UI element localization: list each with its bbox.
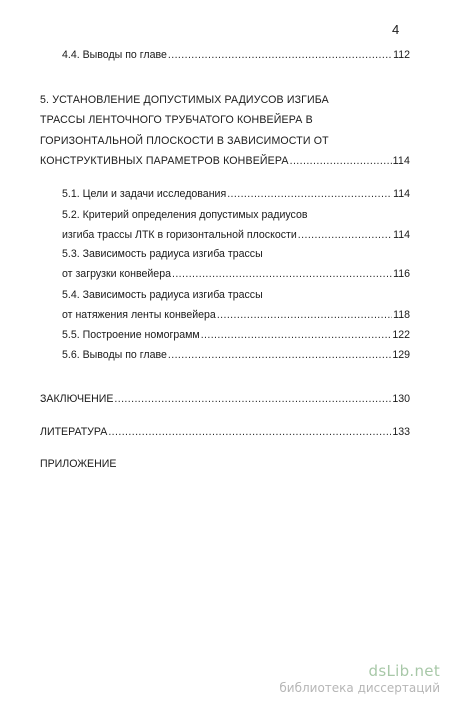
toc-entry-title: изгиба трассы ЛТК в горизонтальной плоскости bbox=[62, 229, 297, 241]
toc-chapter-5-line-3 bbox=[40, 133, 410, 149]
toc-entry-5-1[interactable] bbox=[62, 186, 410, 202]
toc-entry-title: 5.4. Зависимость радиуса изгиба трассы bbox=[62, 289, 263, 301]
toc-entry-title: от натяжения ленты конвейера bbox=[62, 309, 216, 321]
toc-entry-title: 5. УСТАНОВЛЕНИЕ ДОПУСТИМЫХ РАДИУСОВ ИЗГИБА bbox=[40, 94, 329, 106]
toc-entry-5-5[interactable] bbox=[62, 327, 410, 343]
dot-leader bbox=[290, 153, 392, 169]
watermark bbox=[279, 662, 440, 695]
toc-entry-title: 4.4. Выводы по главе bbox=[62, 49, 167, 61]
toc-entry-5-4-line-2[interactable] bbox=[62, 307, 410, 323]
toc-entry-5-3-line-1[interactable] bbox=[62, 246, 410, 262]
toc-entry-title: 5.6. Выводы по главе bbox=[62, 349, 167, 361]
toc-chapter-5-line-1[interactable] bbox=[40, 92, 410, 108]
toc-entry-title: 5.1. Цели и задачи исследования bbox=[62, 188, 227, 200]
toc-entry-title: ЗАКЛЮЧЕНИЕ bbox=[40, 393, 114, 405]
toc-entry-page: 114 bbox=[392, 155, 410, 167]
dot-leader bbox=[114, 391, 391, 407]
toc-entry-5-6[interactable] bbox=[62, 347, 410, 363]
toc-entry-title: ЛИТЕРАТУРА bbox=[40, 426, 108, 438]
toc-entry-4-4[interactable] bbox=[62, 47, 410, 63]
toc-entry-title: КОНСТРУКТИВНЫХ ПАРАМЕТРОВ КОНВЕЙЕРА bbox=[40, 155, 289, 167]
toc-chapter-5-line-2 bbox=[40, 112, 410, 128]
toc-entry-page: 130 bbox=[392, 393, 410, 405]
toc-entry-5-3-line-2[interactable] bbox=[62, 266, 410, 282]
toc-entry-page: 118 bbox=[393, 309, 410, 321]
page-number: 4 bbox=[392, 22, 400, 37]
toc-entry-title: 5.5. Построение номограмм bbox=[62, 329, 200, 341]
toc-entry-page: 114 bbox=[393, 188, 410, 200]
toc-entry-5-2-line-2[interactable] bbox=[62, 227, 410, 243]
dot-leader bbox=[201, 327, 392, 343]
dot-leader bbox=[298, 227, 392, 243]
dot-leader bbox=[227, 186, 392, 202]
toc-entry-page: 112 bbox=[393, 49, 410, 61]
toc-entry-appendix[interactable] bbox=[40, 456, 410, 472]
dot-leader bbox=[172, 266, 392, 282]
toc-entry-conclusion[interactable] bbox=[40, 391, 410, 407]
toc-entry-title: ПРИЛОЖЕНИЕ bbox=[40, 458, 117, 470]
watermark-brand: dsLib.net bbox=[368, 662, 440, 680]
toc-entry-title: ГОРИЗОНТАЛЬНОЙ ПЛОСКОСТИ В ЗАВИСИМОСТИ ОТ bbox=[40, 135, 329, 147]
watermark-subtitle: библиотека диссертаций bbox=[279, 681, 440, 695]
toc-entry-5-4-line-1[interactable] bbox=[62, 287, 410, 303]
toc-entry-title: 5.3. Зависимость радиуса изгиба трассы bbox=[62, 248, 263, 260]
dot-leader bbox=[217, 307, 392, 323]
toc-entry-page: 114 bbox=[393, 229, 410, 241]
toc-entry-page: 129 bbox=[392, 349, 410, 361]
toc-entry-title: ТРАССЫ ЛЕНТОЧНОГО ТРУБЧАТОГО КОНВЕЙЕРА В bbox=[40, 114, 313, 126]
toc-entry-page: 116 bbox=[393, 268, 410, 280]
toc-entry-page: 133 bbox=[392, 426, 410, 438]
dot-leader bbox=[168, 47, 392, 63]
dot-leader bbox=[168, 347, 391, 363]
toc-entry-page: 122 bbox=[392, 329, 410, 341]
toc-entry-literature[interactable] bbox=[40, 424, 410, 440]
toc-entry-5-2-line-1[interactable] bbox=[62, 207, 410, 223]
toc-entry-title: от загрузки конвейера bbox=[62, 268, 171, 280]
dot-leader bbox=[108, 424, 391, 440]
toc-chapter-5-line-4[interactable] bbox=[40, 153, 410, 169]
toc-entry-title: 5.2. Критерий определения допустимых радиусов bbox=[62, 209, 308, 221]
